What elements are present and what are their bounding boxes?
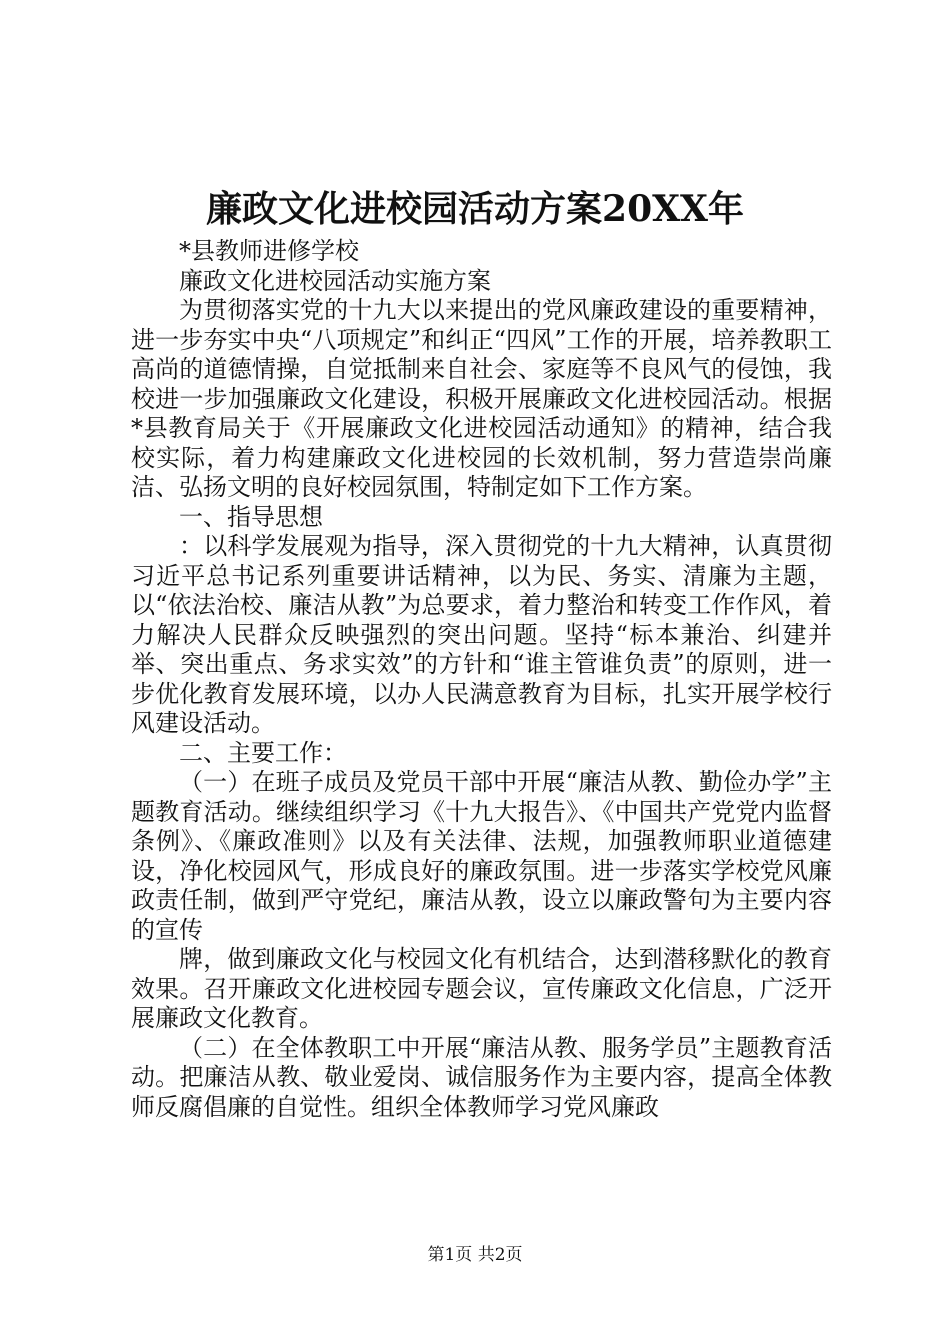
page-number: 第1页 共2页 bbox=[427, 1245, 523, 1265]
document-body bbox=[131, 237, 832, 1122]
school-name: *县教师进修学校 bbox=[179, 237, 359, 265]
plan-subtitle: 廉政文化进校园活动实施方案 bbox=[179, 266, 491, 295]
section-heading-main-work: 二、主要工作： bbox=[179, 738, 347, 767]
document-title: 廉政文化进校园活动方案20XX年 bbox=[206, 188, 744, 230]
main-work-item-1: （一）在班子成员及党员干部中开展“廉洁从教、勤俭办学”主题教育活动。继续组织学习《十九大报告》、《中国共产党党内监督条例》、《廉政准则》以及有关法律、法规，加强教师职业道德建设，净化校园风气，形成良好的廉政氛围。进一步落实学校党风廉政责任制，做到严守党纪，廉洁从教，设立以廉政警句为主要内容的宣传 bbox=[131, 768, 832, 944]
main-work-item-2: （二）在全体教职工中开展“廉洁从教、服务学员”主题教育活动。把廉洁从教、敬业爱岗、诚信服务作为主要内容，提高全体教师反腐倡廉的自觉性。组织全体教师学习党风廉政 bbox=[131, 1033, 832, 1121]
main-work-item-1-continued: 牌，做到廉政文化与校园文化有机结合，达到潜移默化的教育效果。召开廉政文化进校园专题会议，宣传廉政文化信息，广泛开展廉政文化教育。 bbox=[131, 945, 832, 1032]
section-heading-guiding-thought: 一、指导思想 bbox=[179, 502, 323, 531]
intro-paragraph: 为贯彻落实党的十九大以来提出的党风廉政建设的重要精神，进一步夯实中央“八项规定”和纠正“四风”工作的开展，培养教职工高尚的道德情操，自觉抵制来自社会、家庭等不良风气的侵蚀，我校进一步加强廉政文化建设，积极开展廉政文化进校园活动。根据*县教育局关于《开展廉政文化进校园活动通知》的精神，结合我校实际，着力构建廉政文化进校园的长效机制，努力营造崇尚廉洁、弘扬文明的良好校园氛围，特制定如下工作方案。 bbox=[131, 296, 832, 501]
guiding-thought-paragraph: ：以科学发展观为指导，深入贯彻党的十九大精神，认真贯彻习近平总书记系列重要讲话精神，以为民、务实、清廉为主题，以“依法治校、廉洁从教”为总要求，着力整治和转变工作作风，着力解决人民群众反映强烈的突出问题。坚持“标本兼治、纠建并举、突出重点、务求实效”的方针和“谁主管谁负责”的原则，进一步优化教育发展环境，以办人民满意教育为目标，扎实开展学校行风建设活动。 bbox=[131, 532, 832, 737]
